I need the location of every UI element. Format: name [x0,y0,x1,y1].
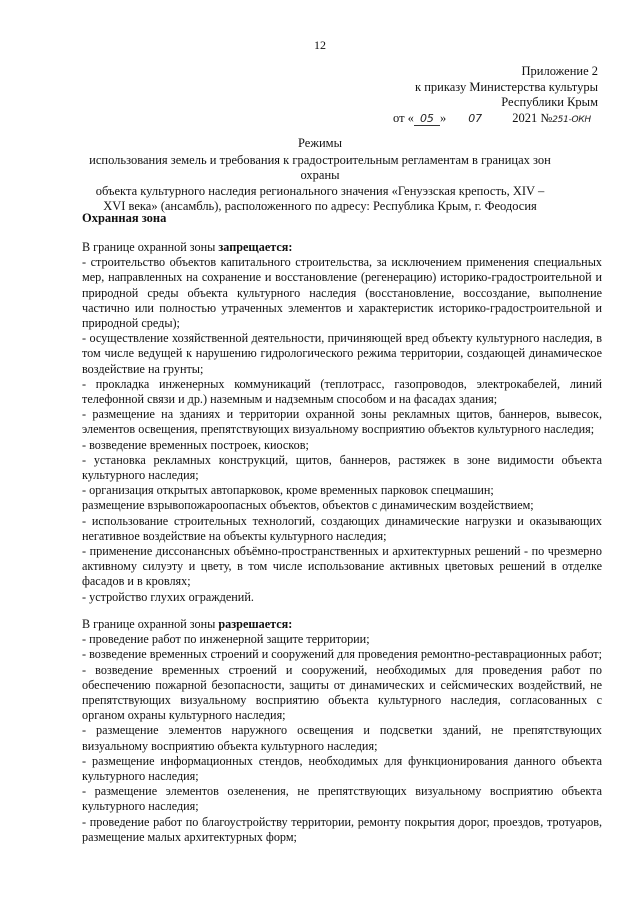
prohibited-item: - применение диссонансных объёмно-пространственных и архитектурных решений - по чрезмерно активному силуэту и цвету, в том числе использование активных цветовых решений в отделке фасадов и в кровлях; [82,544,602,589]
prohibited-item: - строительство объектов капитального строительства, за исключением применения специальных мер, направленных на сохранение и восстановление (регенерацию) историко-градостроительной и природной среды объекта культурного наследия (восстановление, воссоздание, выполнение частично или полностью утраченных элементов и характеристик историко-градостроительной и природной среды); [82,255,602,331]
order-month-handwritten: 07 [468,111,483,125]
permitted-keyword: разрешается: [218,617,293,631]
prohibited-item: - размещение на зданиях и территории охранной зоны рекламных щитов, баннеров, вывесок, элементов освещения, препятствующих визуальному восприятию объектов культурного наследия; [82,407,602,437]
title-heading: Режимы [298,136,342,150]
order-day-handwritten: 05 [414,112,440,126]
appendix-order-ref: к приказу Министерства культуры [415,79,598,94]
section-heading: Охранная зона [82,211,167,225]
document-title [70,136,570,215]
permitted-item: - размещение элементов наружного освещения и подсветки зданий, не препятствующих визуальному восприятию объекта культурного наследия; [82,723,602,753]
order-prefix: от « [393,110,414,125]
prohibited-section [82,240,602,605]
order-year: 2021 № [512,110,553,125]
prohibited-item: - организация открытых автопарковок, кроме временных парковок спецмашин; [82,483,494,498]
permitted-item: - проведение работ по благоустройству территории, ремонту покрытия дорог, проездов, тротуаров, размещение малых архитектурных форм; [82,814,602,844]
prohibited-item: - использование строительных технологий, создающих динамические нагрузки и оказывающих негативное воздействие на объекты культурного наследия; [82,513,602,543]
prohibited-keyword: запрещается: [218,240,293,254]
order-number-handwritten: 251-ОКН [552,114,591,125]
permitted-item: - проведение работ по инженерной защите территории; [82,632,370,647]
permitted-section [82,617,602,845]
prohibited-item: - устройство глухих ограждений. [82,589,254,604]
prohibited-item: - возведение временных построек, киосков; [82,437,309,452]
prohibited-item: - прокладка инженерных коммуникаций (теплотрасс, газопроводов, электрокабелей, линий телефонной связи и др.) наземным и надземным способом и на фасадах здания; [82,376,602,407]
permitted-item: - размещение элементов озеленения, не препятствующих визуальному восприятию объекта культурного наследия; [82,784,602,814]
title-subtitle-line: XVI века» (ансамбль), расположенного по адресу: Республика Крым, г. Феодосия [103,199,537,213]
permitted-item: - возведение временных строений и сооружений для проведения ремонтно-реставрационных работ; [82,647,602,662]
prohibited-item: - установка рекламных конструкций, щитов, баннеров, растяжек в зоне видимости объекта культурного наследия; [82,452,602,483]
permitted-item: - возведение временных строений и сооружений, необходимых для проведения работ по обеспечению пожарной безопасности, защиты от динамических и сейсмических воздействий, не препятствующих визуальному восприятию объекта культурного наследия, согласованных с органом охраны культурного наследия; [82,662,602,723]
title-subtitle-line: объекта культурного наследия регионального значения «Генуэзская крепость, XIV – [95,183,545,198]
prohibited-intro: В границе охранной зоны запрещается: [82,240,293,254]
order-date-line [393,111,598,129]
prohibited-item: - осуществление хозяйственной деятельности, причиняющей вред объекту культурного наследия, в том числе ведущей к нарушению гидрологического режима территории, создающей динамическое воздействие на грунты; [82,331,602,376]
title-subtitle-line: использования земель и требования к градостроительным регламентам в границах зон охраны [89,152,551,182]
appendix-title: Приложение 2 [521,64,598,78]
permitted-intro: В границе охранной зоны разрешается: [82,617,293,631]
appendix-ministry: Республики Крым [501,95,598,109]
page-number: 12 [314,38,326,52]
order-mid: » [439,110,447,125]
appendix-header [338,64,598,128]
permitted-item: - размещение информационных стендов, необходимых для функционирования данного объекта культурного наследия; [82,753,602,784]
prohibited-item: размещение взрывопожароопасных объектов, объектов с динамическим воздействием; [82,498,534,513]
